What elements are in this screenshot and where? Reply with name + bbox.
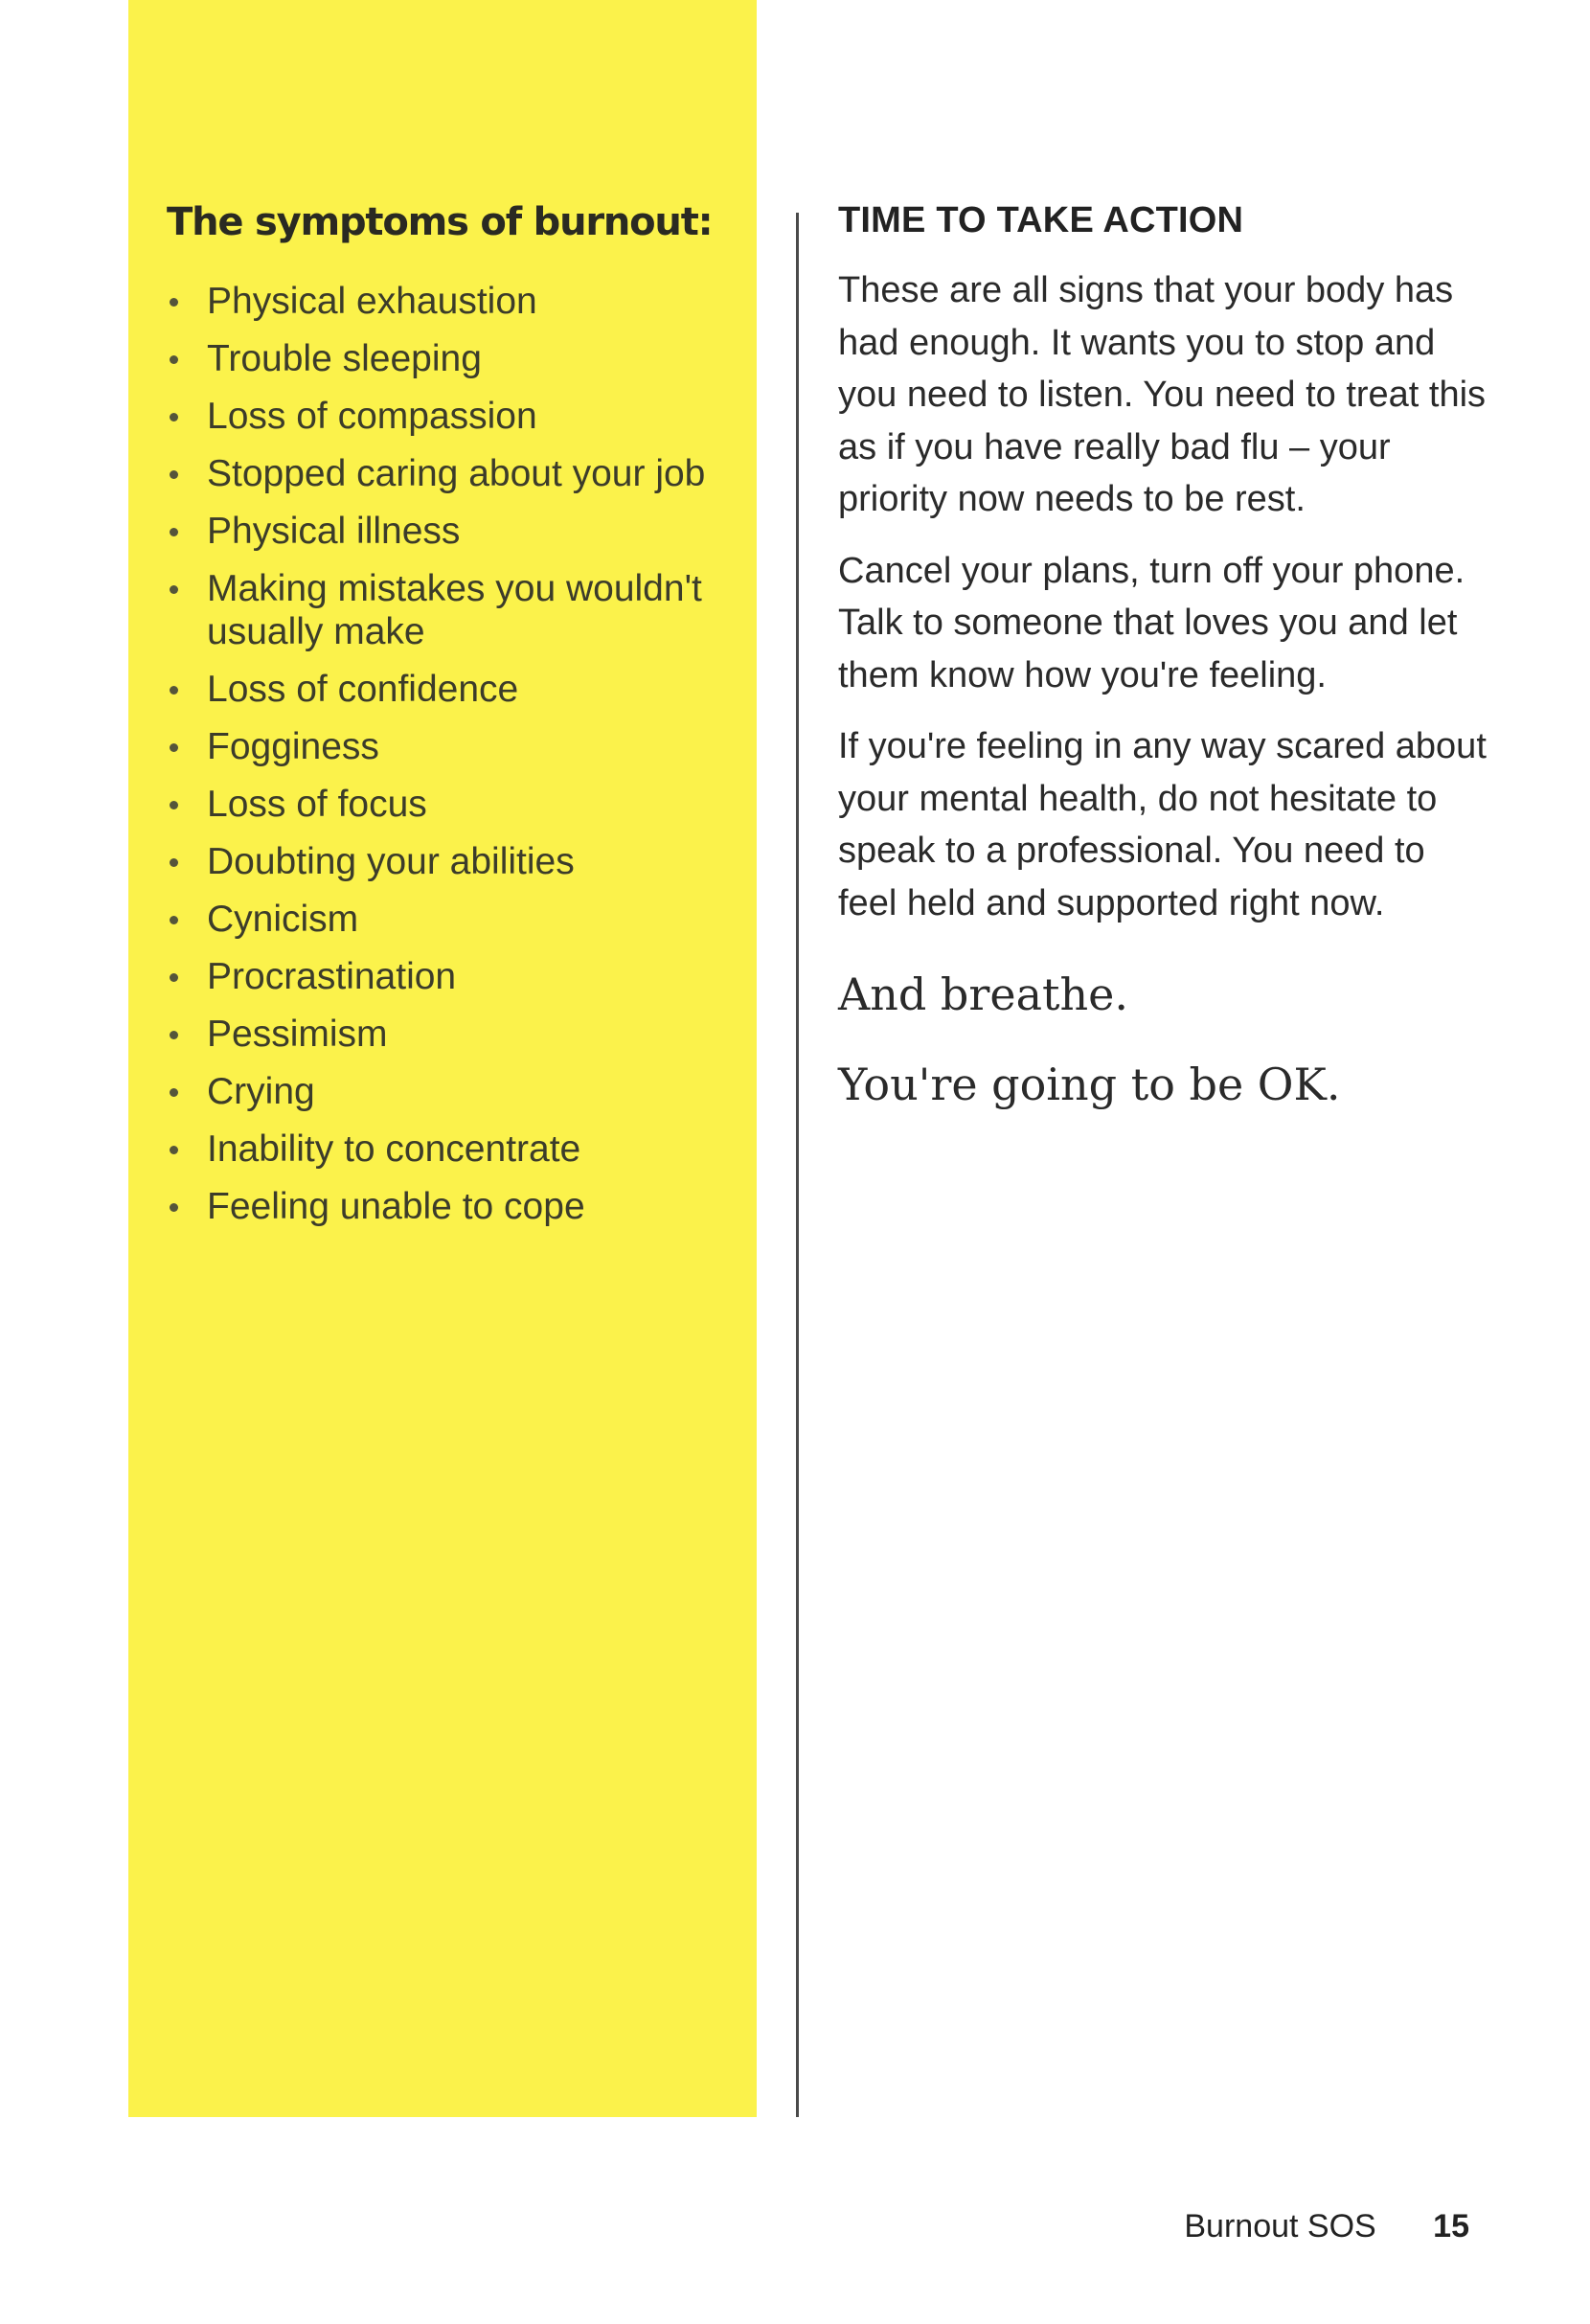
symptom-item: Fogginess [167,725,741,768]
section-heading: TIME TO TAKE ACTION [838,200,1244,240]
symptom-item: Physical illness [167,510,741,553]
symptom-item: Loss of focus [167,783,741,826]
symptom-item: Making mistakes you wouldn't usually make [167,567,741,653]
symptoms-sidebar [128,0,757,2117]
symptom-item: Loss of confidence [167,668,741,711]
page-number: 15 [1433,2208,1469,2244]
action-column [838,199,1489,1111]
symptom-item: Crying [167,1070,741,1113]
symptom-item: Loss of compassion [167,395,741,438]
closing-line: You're going to be OK. [838,1059,1341,1110]
symptom-item: Trouble sleeping [167,337,741,380]
symptom-item: Doubting your abilities [167,840,741,883]
body-paragraph: If you're feeling in any way scared about your mental health, do not hesitate to speak to a professional. You need to feel held and supported right now. [838,726,1487,923]
symptom-item: Feeling unable to cope [167,1185,741,1228]
symptom-item: Cynicism [167,898,741,941]
closing-line: And breathe. [838,968,1128,1020]
body-paragraph: Cancel your plans, turn off your phone. Talk to someone that loves you and let them know how you're feeling. [838,550,1465,695]
symptom-item: Physical exhaustion [167,280,741,323]
symptom-item: Procrastination [167,955,741,998]
body-paragraph: These are all signs that your body has had enough. It wants you to stop and you need to listen. You need to treat this as if you have really bad flu – your priority now needs to be rest. [838,270,1487,519]
column-divider [796,213,799,2117]
symptom-list [167,280,741,1242]
page-footer [1184,2207,1469,2245]
sidebar-heading: The symptoms of burnout: [167,200,713,244]
book-title: Burnout SOS [1184,2208,1376,2244]
symptom-item: Stopped caring about your job [167,452,741,495]
symptom-item: Inability to concentrate [167,1128,741,1171]
symptom-item: Pessimism [167,1013,741,1056]
